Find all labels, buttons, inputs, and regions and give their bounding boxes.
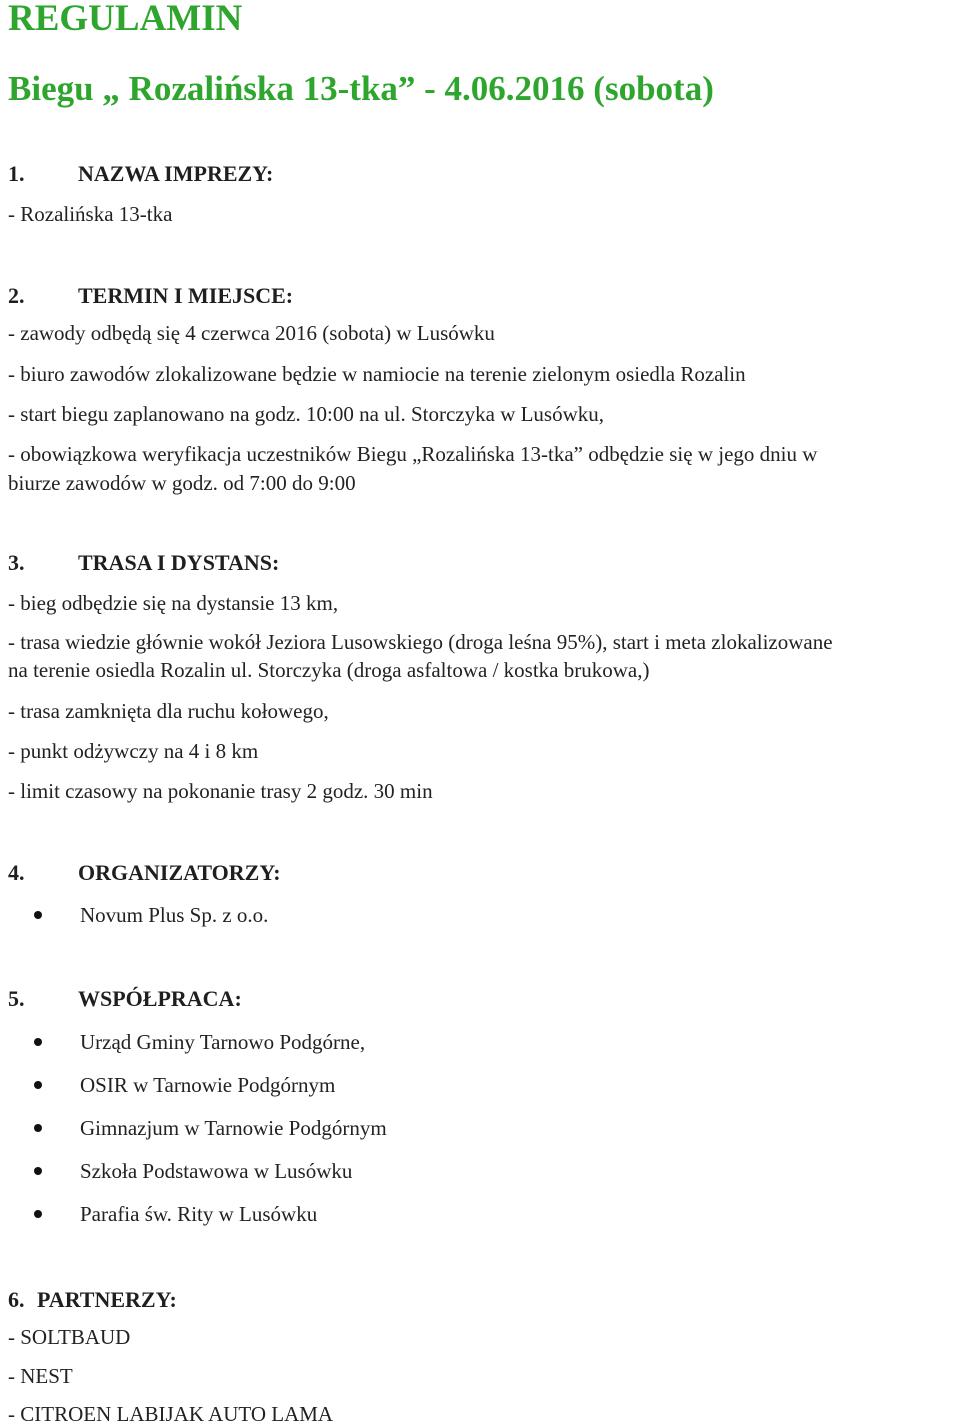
paragraph-line: - Rozalińska 13-tka — [8, 202, 173, 226]
paragraph-line: - CITROEN LABIJAK AUTO LAMA — [8, 1402, 334, 1426]
document-subtitle: Biegu „ Rozalińska 13-tka” - 4.06.2016 (sobota) — [8, 69, 714, 108]
section-heading-2 — [8, 285, 293, 307]
paragraph-line: - punkt odżywczy na 4 i 8 km — [8, 739, 259, 763]
section-number: 6. — [8, 1287, 25, 1312]
section-number: 4. — [8, 860, 25, 885]
bullet-icon — [34, 1210, 42, 1218]
paragraph-line: - obowiązkowa weryfikacja uczestników Biegu „Rozalińska 13-tka” odbędzie się w jego dniu w — [8, 442, 818, 466]
list-item: Novum Plus Sp. z o.o. — [80, 903, 269, 927]
paragraph-line: - limit czasowy na pokonanie trasy 2 godz. 30 min — [8, 779, 433, 803]
list-item: Urząd Gminy Tarnowo Podgórne, — [80, 1030, 366, 1054]
section-number: 5. — [8, 986, 25, 1011]
paragraph-line: - trasa zamknięta dla ruchu kołowego, — [8, 699, 329, 723]
section-title: PARTNERZY: — [37, 1287, 177, 1312]
bullet-icon — [34, 1038, 42, 1046]
list-item: OSIR w Tarnowie Podgórnym — [80, 1073, 336, 1097]
section-number: 1. — [8, 161, 25, 186]
section-title: WSPÓŁPRACA: — [78, 986, 242, 1011]
list-item: Szkoła Podstawowa w Lusówku — [80, 1159, 353, 1183]
section-heading-5 — [8, 988, 242, 1010]
section-title: TRASA I DYSTANS: — [78, 550, 280, 575]
bullet-icon — [34, 911, 42, 919]
paragraph-line: - SOLTBAUD — [8, 1325, 131, 1349]
bullet-icon — [34, 1124, 42, 1132]
paragraph-line: - trasa wiedzie głównie wokół Jeziora Lusowskiego (droga leśna 95%), start i meta zlokalizowane — [8, 630, 833, 654]
section-heading-1 — [8, 163, 273, 185]
section-title: NAZWA IMPREZY: — [78, 161, 274, 186]
paragraph-line: - start biegu zaplanowano na godz. 10:00 na ul. Storczyka w Lusówku, — [8, 402, 605, 426]
paragraph-line: - bieg odbędzie się na dystansie 13 km, — [8, 591, 339, 615]
list-item: Gimnazjum w Tarnowie Podgórnym — [80, 1116, 387, 1140]
paragraph-line: - biuro zawodów zlokalizowane będzie w namiocie na terenie zielonym osiedla Rozalin — [8, 362, 746, 386]
section-heading-6 — [8, 1289, 177, 1311]
paragraph-line: biurze zawodów w godz. od 7:00 do 9:00 — [8, 471, 356, 495]
section-number: 2. — [8, 283, 25, 308]
bullet-icon — [34, 1167, 42, 1175]
section-title: ORGANIZATORZY: — [78, 860, 281, 885]
paragraph-line: - NEST — [8, 1364, 73, 1388]
paragraph-line: na terenie osiedla Rozalin ul. Storczyka (droga asfaltowa / kostka brukowa,) — [8, 658, 650, 682]
section-heading-3 — [8, 552, 279, 574]
paragraph-line: - zawody odbędą się 4 czerwca 2016 (sobota) w Lusówku — [8, 321, 495, 345]
section-number: 3. — [8, 550, 25, 575]
document-title: REGULAMIN — [8, 0, 243, 39]
section-title: TERMIN I MIEJSCE: — [78, 283, 294, 308]
bullet-icon — [34, 1081, 42, 1089]
section-heading-4 — [8, 862, 281, 884]
list-item: Parafia św. Rity w Lusówku — [80, 1202, 318, 1226]
